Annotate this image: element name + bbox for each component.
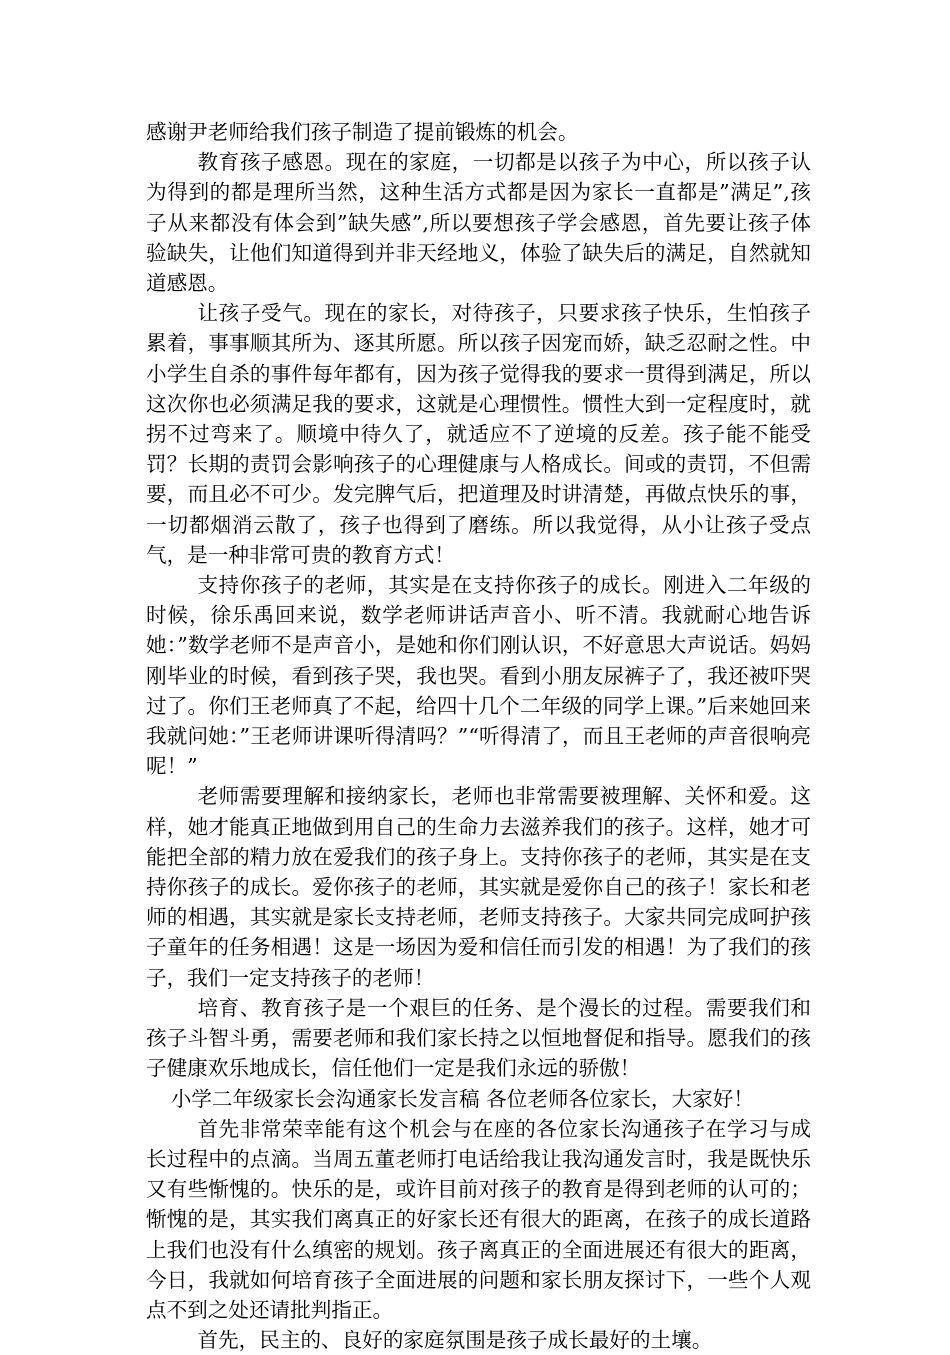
paragraph-support-teacher: 支持你孩子的老师，其实是在支持你孩子的成长。刚进入二年级的时候，徐乐禹回来说，数学老师讲话声音小、听不清。我就耐心地告诉她：”数学老师不是声音小，是她和你们刚认识，不好意思大声说话。妈妈刚毕业的时候，看到孩子哭，我也哭。看到小朋友尿裤子了，我还被吓哭过了。你们王老师真了不起，给四十几个二年级的同学上课。”后来她回来我就问她：”王老师讲课听得清吗？”“听得清了，而且王老师的声音很响亮呢！” (146, 573, 811, 779)
paragraph-family-atmosphere: 首先，民主的、良好的家庭氛围是孩子成长最好的土壤。 (197, 1328, 713, 1353)
document-body (146, 117, 811, 1355)
paragraph-thanks: 感谢尹老师给我们孩子制造了提前锻炼的机会。 (146, 120, 579, 144)
paragraph-gratitude: 教育孩子感恩。现在的家庭，一切都是以孩子为中心，所以孩子认为得到的都是理所当然，这种生活方式都是因为家长一直都是”满足”,孩子从来都没有体会到”缺失感”,所以要想孩子学会感恩，首先要让孩子体验缺失，让他们知道得到并非天经地义，体验了缺失后的满足，自然就知道感恩。 (146, 150, 811, 296)
paragraph-education-task: 培育、教育孩子是一个艰巨的任务、是个漫长的过程。需要我们和孩子斗智斗勇，需要老师和我们家长持之以恒地督促和指导。愿我们的孩子健康欢乐地成长，信任他们一定是我们永远的骄傲！ (146, 995, 811, 1081)
paragraph-hardship: 让孩子受气。现在的家长，对待孩子，只要求孩子快乐，生怕孩子累着，事事顺其所为、逐其所愿。所以孩子因宠而娇，缺乏忍耐之性。中小学生自杀的事件每年都有，因为孩子觉得我的要求一贯得到满足，所以这次你也必须满足我的要求，这就是心理惯性。惯性大到一定程度时，就拐不过弯来了。顺境中待久了，就适应不了逆境的反差。孩子能不能受罚？长期的责罚会影响孩子的心理健康与人格成长。间或的责罚，不但需要，而且必不可少。发完脾气后，把道理及时讲清楚，再做点快乐的事，一切都烟消云散了，孩子也得到了磨练。所以我觉得，从小让孩子受点气，是一种非常可贵的教育方式！ (146, 301, 811, 567)
paragraph-understand-teacher: 老师需要理解和接纳家长，老师也非常需要被理解、关怀和爱。这样，她才能真正地做到用自己的生命力去滋养我们的孩子。这样，她才可能把全部的精力放在爱我们的孩子身上。支持你孩子的老师，其实是在支持你孩子的成长。爱你孩子的老师，其实就是爱你自己的孩子！家长和老师的相遇，其实就是家长支持老师，老师支持孩子。大家共同完成呵护孩子童年的任务相遇！这是一场因为爱和信任而引发的相遇！为了我们的孩子，我们一定支持孩子的老师！ (146, 784, 811, 990)
paragraph-speech-intro: 首先非常荣幸能有这个机会与在座的各位家长沟通孩子在学习与成长过程中的点滴。当周五董老师打电话给我让我沟通发言时，我是既快乐又有些惭愧的。快乐的是，或许目前对孩子的教育是得到老师的认可的；惭愧的是，其实我们离真正的好家长还有很大的距离，在孩子的成长道路上我们也没有什么缜密的规划。孩子离真正的全面进展还有很大的距离，今日，我就如何培育孩子全面进展的问题和家长朋友探讨下，一些个人观点不到之处还请批判指正。 (146, 1116, 811, 1322)
paragraph-speech-title: 小学二年级家长会沟通家长发言稿 各位老师各位家长，大家好！ (170, 1086, 754, 1111)
